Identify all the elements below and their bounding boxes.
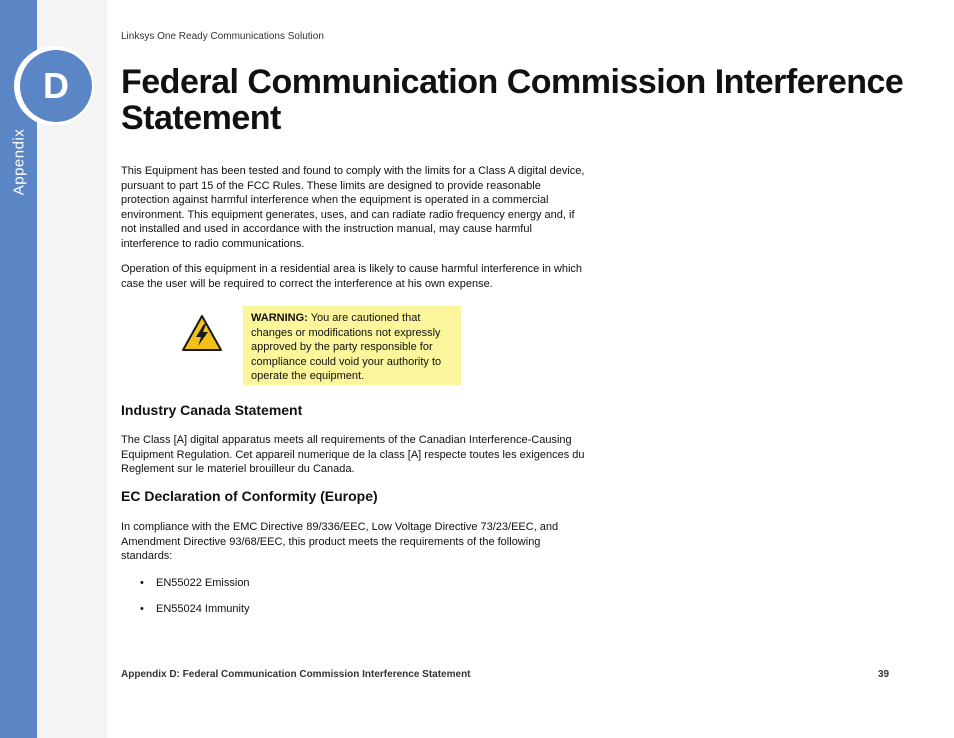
section-label: Appendix xyxy=(10,128,28,196)
fcc-paragraph-1: This Equipment has been tested and found to comply with the limits for a Class A digital device, pursuant to part 15 of the FCC Rules. These limits are designed to provide reasonable protection against harmful interference when the equipment is operated in a commercial environment. This equipment generates, uses, and can radiate radio frequency energy and, if not installed and used in accordance with the instruction manual, may cause harmful interference to radio communications. xyxy=(121,165,585,250)
bullet-icon: • xyxy=(140,603,144,615)
page-number: 39 xyxy=(878,669,890,680)
warning-box xyxy=(243,306,461,385)
fcc-paragraph-2: Operation of this equipment in a residential area is likely to cause harmful interference in which case the user will be required to correct the interference at his own expense. xyxy=(121,263,583,290)
running-header: Linksys One Ready Communications Solution xyxy=(121,31,324,42)
warning-label: WARNING: xyxy=(251,312,308,324)
industry-canada-heading: Industry Canada Statement xyxy=(121,402,303,418)
ec-declaration-heading: EC Declaration of Conformity (Europe) xyxy=(121,488,378,504)
list-item xyxy=(140,602,250,628)
footer-title: Appendix D: Federal Communication Commission Interference Statement xyxy=(121,669,471,680)
warning-text: You are cautioned that changes or modifications not expressly approved by the party responsible for compliance could void your authority to operate the equipment. xyxy=(251,312,442,382)
industry-canada-text: The Class [A] digital apparatus meets all requirements of the Canadian Interference-Causing Equipment Regulation. Cet appareil numerique de la class [A] respecte toutes les exigences du Reglement sur le materiel brouilleur du Canada. xyxy=(121,434,585,476)
standard-name: EN55022 Emission xyxy=(156,577,250,589)
ec-declaration-text: In compliance with the EMC Directive 89/336/EEC, Low Voltage Directive 73/23/EEC, and Amendment Directive 93/68/EEC, this product meets the requirements of the following standards: xyxy=(121,521,559,563)
page-title: Federal Communication Commission Interference Statement xyxy=(121,63,904,137)
standards-list xyxy=(140,576,250,628)
high-voltage-warning-icon xyxy=(181,314,223,352)
list-item xyxy=(140,576,250,602)
appendix-tab-letter: D xyxy=(20,50,92,122)
bullet-icon: • xyxy=(140,577,144,589)
standard-name: EN55024 Immunity xyxy=(156,603,250,615)
